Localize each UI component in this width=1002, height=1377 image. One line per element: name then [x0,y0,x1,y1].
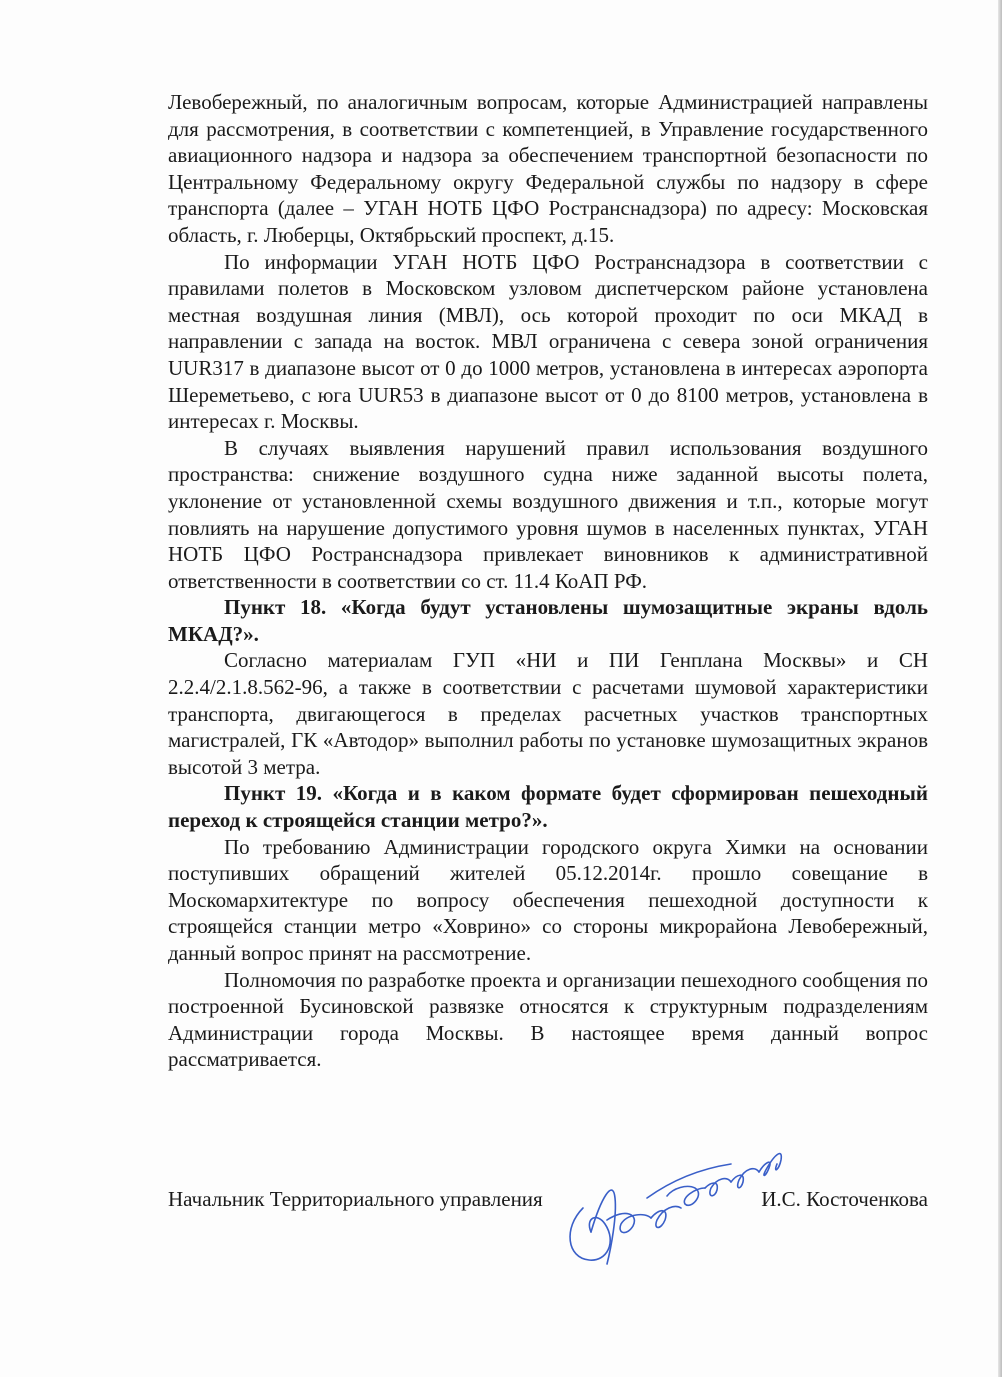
paragraph-authority: Полномочия по разработке проекта и организации пешеходного сообщения по построенной Бусиновской развязке относятся к структурным подразделениям Администрации города Москвы. В настоящее время данный вопрос рассматривается. [168,967,928,1072]
paragraph-continuation: Левобережный, по аналогичным вопросам, которые Администрацией направлены для рассмотрения, в соответствии с компетенцией, в Управление государственного авиационного надзора и надзора за обеспечением транспортной безопасности по Центральному Федеральному округу Федеральной службы по надзору в сфере транспорта (далее – УГАН НОТБ ЦФО Ространснадзора) по адресу: Московская область, г. Люберцы, Октябрьский проспект, д.15. [168,90,928,247]
document-body [168,89,928,1073]
heading-point-18: Пункт 18. «Когда будут установлены шумозащитные экраны вдоль МКАД?». [168,595,928,646]
paragraph-noise-screens: Согласно материалам ГУП «НИ и ПИ Генплана Москвы» и СН 2.2.4/2.1.8.562-96, а также в соответствии с расчетами шумовой характеристики транспорта, двигающегося в пределах расчетных участков транспортных магистралей, ГК «Автодор» выполнил работы по установке шумозащитных экранов высотой 3 метра. [168,648,928,779]
signatory-title: Начальник Территориального управления [168,1187,543,1211]
paragraph-mvl-info: По информации УГАН НОТБ ЦФО Ространснадзора в соответствии с правилами полетов в Московском узловом диспетчерском районе установлена местная воздушная линия (МВЛ), ось которой проходит по оси МКАД в направлении с запада на восток. МВЛ ограничена с севера зоной ограничения UUR317 в диапазоне высот от 0 до 1000 метров, установлена в интересах аэропорта Шереметьево, с юга UUR53 в диапазоне высот от 0 до 8100 метров, установлена в интересах г. Москвы. [168,249,928,434]
paragraph-pedestrian-crossing: По требованию Администрации городского округа Химки на основании поступивших обращений жителей 05.12.2014г. прошло совещание в Москомархитектуре по вопросу обеспечения пешеходной доступности к строящейся станции метро «Ховрино» со стороны микрорайона Левобережный, данный вопрос принят на рассмотрение. [168,834,928,965]
handwritten-signature-icon [555,1138,795,1278]
heading-point-19: Пункт 19. «Когда и в каком формате будет сформирован пешеходный переход к строящейся станции метро?». [168,781,928,833]
page-edge-shadow [998,0,1002,1377]
signature-block [168,1184,928,1214]
paragraph-violations: В случаях выявления нарушений правил использования воздушного пространства: снижение воздушного судна ниже заданной высоты полета, уклонение от установленной схемы воздушного движения и т.п., которые могут повлиять на нарушение допустимого уровня шумов в населенных пунктах, УГАН НОТБ ЦФО Ространснадзора привлекает виновников к административной ответственности в соответствии со ст. 11.4 КоАП РФ. [168,435,928,593]
signatory-name: И.С. Косточенкова [761,1187,928,1211]
